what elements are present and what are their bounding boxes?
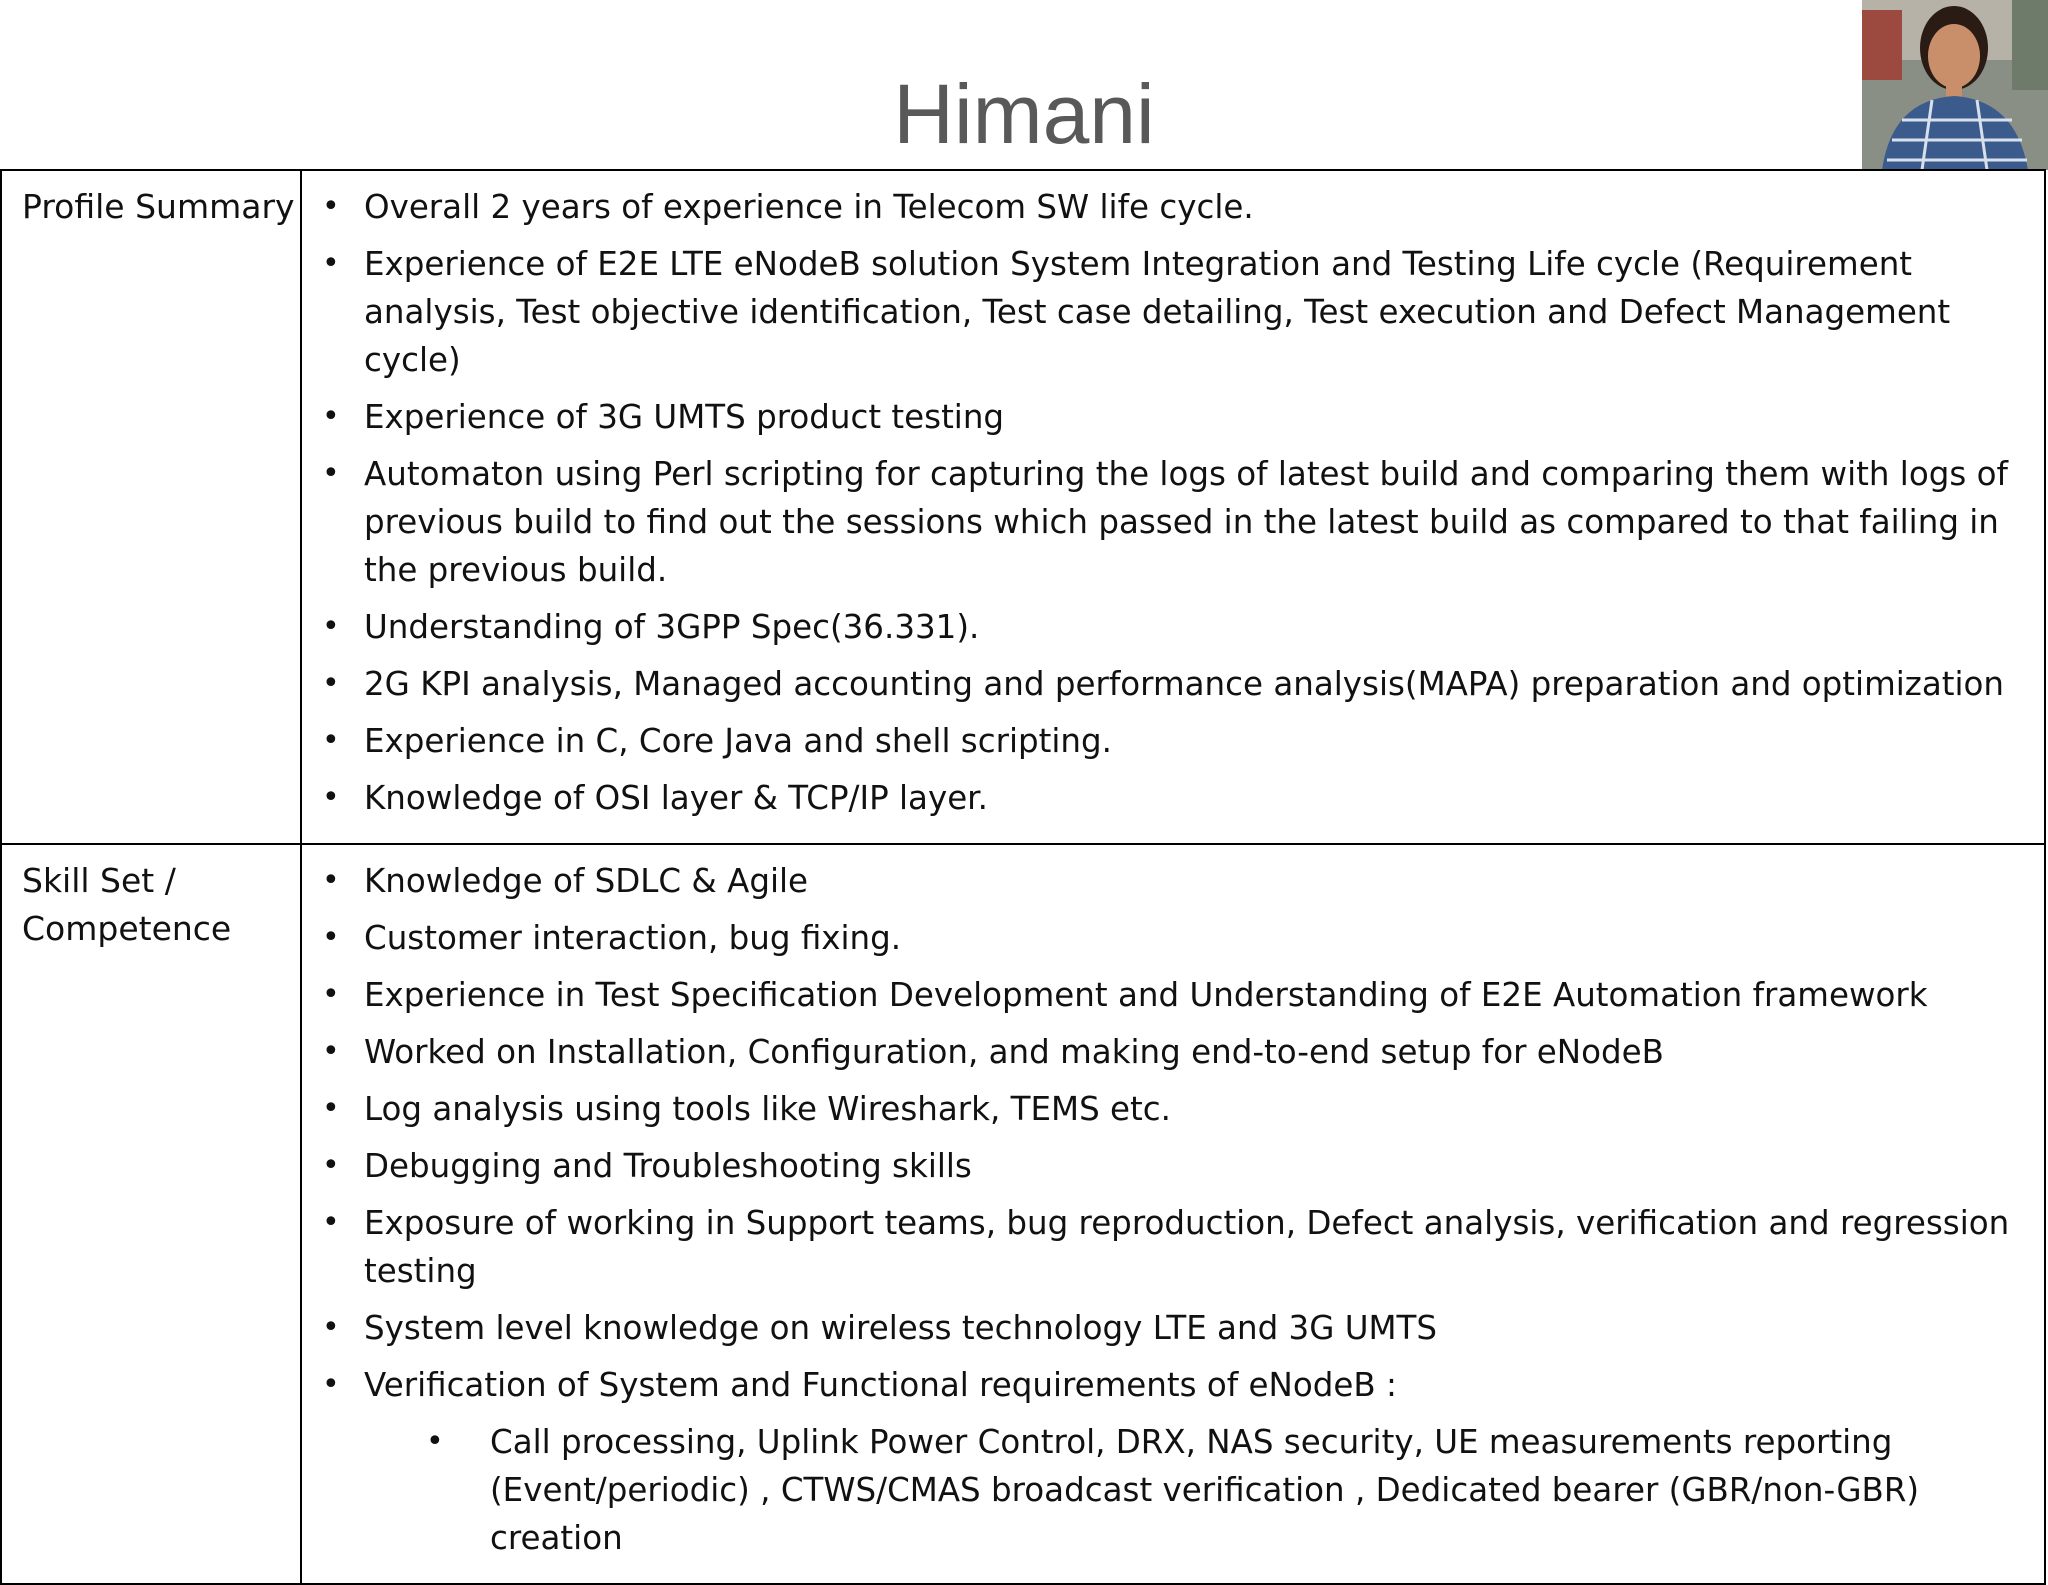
- section-label-cell: [1, 170, 301, 844]
- list-item: • Experience of E2E LTE eNodeB solution System Integration and Testing Life cycle (Requirement analysis, Test objective identification, Test case detailing, Test execution and Defect Management cycle): [302, 240, 2024, 384]
- list-item: • Worked on Installation, Configuration, and making end-to-end setup for eNodeB: [302, 1028, 2024, 1076]
- section-label-cell: [1, 844, 301, 1584]
- list-item: • Understanding of 3GPP Spec(36.331).: [302, 603, 2024, 651]
- bullet-list: [302, 171, 2044, 843]
- list-item: • Knowledge of OSI layer & TCP/IP layer.: [302, 774, 2024, 822]
- section-label: Skill Set / Competence: [22, 861, 232, 948]
- list-item: • Exposure of working in Support teams, bug reproduction, Defect analysis, verification and regression testing: [302, 1199, 2024, 1295]
- profile-photo-image: [1862, 0, 2048, 170]
- table-row: [1, 170, 2045, 844]
- list-item: • Knowledge of SDLC & Agile: [302, 857, 2024, 905]
- list-item: • Verification of System and Functional requirements of eNodeB :: [302, 1361, 2024, 1409]
- list-item: • Customer interaction, bug fixing.: [302, 914, 2024, 962]
- list-item: • System level knowledge on wireless technology LTE and 3G UMTS: [302, 1304, 2024, 1352]
- list-item: • Overall 2 years of experience in Telecom SW life cycle.: [302, 183, 2024, 231]
- section-content-cell: [301, 170, 2045, 844]
- page-title: Himani: [893, 67, 1155, 161]
- resume-table: [0, 169, 2046, 1585]
- list-item: • 2G KPI analysis, Managed accounting and performance analysis(MAPA) preparation and optimization: [302, 660, 2024, 708]
- list-item: • Log analysis using tools like Wireshark, TEMS etc.: [302, 1085, 2024, 1133]
- list-item: • Automaton using Perl scripting for capturing the logs of latest build and comparing them with logs of previous build to find out the sessions which passed in the latest build as compared to that failing in the previous build.: [302, 450, 2024, 594]
- list-item: • Experience in Test Specification Development and Understanding of E2E Automation framework: [302, 971, 2024, 1019]
- section-content-cell: [301, 844, 2045, 1584]
- bullet-list: [302, 845, 2044, 1583]
- profile-photo: [1862, 0, 2048, 170]
- sub-list-item: • Call processing, Uplink Power Control, DRX, NAS security, UE measurements reporting (Event/periodic) , CTWS/CMAS broadcast verification , Dedicated bearer (GBR/non-GBR) creation: [302, 1418, 2024, 1562]
- table-row: [1, 844, 2045, 1584]
- list-item: • Experience in C, Core Java and shell scripting.: [302, 717, 2024, 765]
- section-label: Profile Summary: [22, 187, 295, 226]
- list-item: • Debugging and Troubleshooting skills: [302, 1142, 2024, 1190]
- list-item: • Experience of 3G UMTS product testing: [302, 393, 2024, 441]
